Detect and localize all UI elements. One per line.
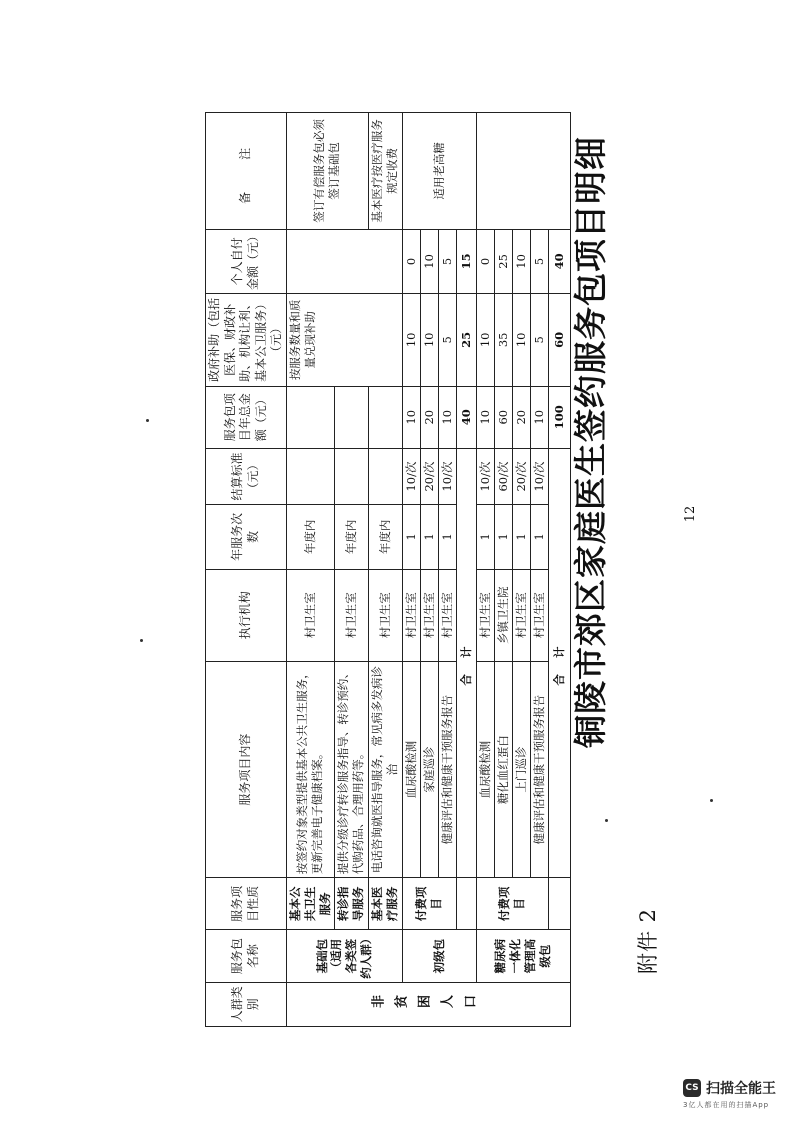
subtotal-total: 100 [548, 386, 570, 448]
scan-speck [146, 419, 149, 422]
self-pay-cell: 5 [438, 229, 456, 293]
nature-cell: 基本医疗服务 [368, 878, 402, 930]
times-cell: 年度内 [286, 505, 334, 569]
times-cell: 年度内 [334, 505, 368, 569]
header-subsidy: 政府补助（包括医保、财政补助、机构让利、基本公卫服务）（元） [206, 294, 287, 387]
self-pay-cell: 10 [420, 229, 438, 293]
total-cell: 10 [438, 386, 456, 448]
header-times: 年服务次数 [206, 505, 287, 569]
self-pay-cell: 0 [402, 229, 420, 293]
agency-cell: 村卫生室 [512, 569, 530, 662]
total-cell: 60 [494, 386, 512, 448]
nature-cell: 付费项目 [476, 878, 548, 930]
total-cell: 10 [402, 386, 420, 448]
total-cell [334, 386, 368, 448]
scan-speck [605, 819, 608, 822]
subsidy-cell: 5 [530, 294, 548, 387]
nature-cell [456, 878, 476, 930]
subtotal-subsidy: 60 [548, 294, 570, 387]
subsidy-cell: 按服务数量和质量兑现补助 [286, 294, 402, 387]
subtotal-row [456, 113, 476, 1027]
self-pay-cell: 25 [494, 229, 512, 293]
content-cell: 血尿酸检测 [402, 662, 420, 878]
self-pay-cell: 10 [512, 229, 530, 293]
agency-cell: 村卫生室 [530, 569, 548, 662]
price-cell [368, 448, 402, 504]
total-cell: 10 [476, 386, 494, 448]
header-content: 服务项目内容 [206, 662, 287, 878]
content-cell: 提供分级诊疗转诊服务指导、转诊预约、代购药品、合理用药等。 [334, 662, 368, 878]
agency-cell: 乡镇卫生院 [494, 569, 512, 662]
price-cell [334, 448, 368, 504]
content-cell: 电话咨询就医指导服务，常见病多发病诊治 [368, 662, 402, 878]
remark-cell: 签订有偿服务包必须签订基础包 [286, 113, 368, 230]
header-crowd: 人群类别 [206, 982, 287, 1026]
content-cell: 按签约对象类型提供基本公共卫生服务，更新完善电子健康档案。 [286, 662, 334, 878]
crowd-label: 非贫困人口 [286, 982, 570, 1026]
nature-cell: 基本公共卫生服务 [286, 878, 334, 930]
agency-cell: 村卫生室 [402, 569, 420, 662]
header-row [206, 113, 287, 1027]
subsidy-cell: 10 [420, 294, 438, 387]
price-cell: 10/次 [402, 448, 420, 504]
scan-speck [140, 639, 143, 642]
agency-cell: 村卫生室 [476, 569, 494, 662]
subtotal-label: 合 计 [548, 448, 570, 877]
price-cell: 20/次 [420, 448, 438, 504]
content-cell: 家庭巡诊 [420, 662, 438, 878]
scan-speck [710, 799, 713, 802]
total-cell [286, 386, 334, 448]
times-cell: 1 [494, 505, 512, 569]
subsidy-cell: 10 [512, 294, 530, 387]
agency-cell: 村卫生室 [286, 569, 334, 662]
times-cell: 1 [420, 505, 438, 569]
times-cell: 1 [530, 505, 548, 569]
price-cell: 10/次 [438, 448, 456, 504]
price-cell [286, 448, 334, 504]
header-price: 结算标准（元） [206, 448, 287, 504]
content-cell: 健康评估和健康干预服务报告 [438, 662, 456, 878]
subtotal-label: 合 计 [456, 448, 476, 877]
subsidy-cell: 5 [438, 294, 456, 387]
times-cell: 1 [512, 505, 530, 569]
remark-cell: 适用老高糖 [402, 113, 476, 230]
price-cell: 10/次 [530, 448, 548, 504]
diabetes-package-name: 糖尿病一体化管理高级包 [476, 930, 570, 982]
price-cell: 10/次 [476, 448, 494, 504]
scanner-watermark [683, 1078, 776, 1098]
nature-cell [548, 878, 570, 930]
header-agency: 执行机构 [206, 569, 287, 662]
total-cell: 20 [420, 386, 438, 448]
document-title: 铜陵市郊区家庭医生签约服务包项目明细 [571, 136, 610, 748]
subtotal-self-pay: 40 [548, 229, 570, 293]
self-pay-cell [286, 229, 402, 293]
self-pay-cell: 5 [530, 229, 548, 293]
price-cell: 20/次 [512, 448, 530, 504]
table-row [286, 113, 334, 1027]
subtotal-row [548, 113, 570, 1027]
times-cell: 1 [476, 505, 494, 569]
content-cell: 健康评估和健康干预服务报告 [530, 662, 548, 878]
times-cell: 年度内 [368, 505, 402, 569]
table-row [402, 113, 420, 1027]
total-cell: 10 [530, 386, 548, 448]
scanner-app-name: 扫描全能王 [706, 1081, 776, 1097]
header-total: 服务包项目年总金额（元） [206, 386, 287, 448]
table-row [476, 113, 494, 1027]
agency-cell: 村卫生室 [368, 569, 402, 662]
scanner-tagline: 3亿人都在用的扫描App [683, 1101, 770, 1109]
basic-package-name: 基础包（适用各类签约人群） [286, 930, 402, 982]
remark-cell: 基本医疗按医疗服务规定收费 [368, 113, 402, 230]
agency-cell: 村卫生室 [420, 569, 438, 662]
total-cell: 20 [512, 386, 530, 448]
remark-cell [476, 113, 570, 230]
content-cell: 上门巡诊 [512, 662, 530, 878]
header-remark: 备 注 [206, 113, 287, 230]
nature-cell: 转诊指导服务 [334, 878, 368, 930]
header-package: 服务包名称 [206, 930, 287, 982]
subsidy-cell: 10 [476, 294, 494, 387]
total-cell [368, 386, 402, 448]
content-cell: 血尿酸检测 [476, 662, 494, 878]
self-pay-cell: 0 [476, 229, 494, 293]
price-cell: 60/次 [494, 448, 512, 504]
service-package-table [205, 112, 571, 1027]
scanner-logo-icon: CS [683, 1079, 701, 1097]
subtotal-total: 40 [456, 386, 476, 448]
page-number: 12 [683, 505, 698, 523]
subsidy-cell: 35 [494, 294, 512, 387]
agency-cell: 村卫生室 [334, 569, 368, 662]
subsidy-cell: 10 [402, 294, 420, 387]
agency-cell: 村卫生室 [438, 569, 456, 662]
content-cell: 糖化血红蛋白 [494, 662, 512, 878]
attachment-label: 附件 2 [636, 907, 660, 974]
times-cell: 1 [438, 505, 456, 569]
subtotal-self-pay: 15 [456, 229, 476, 293]
subtotal-subsidy: 25 [456, 294, 476, 387]
header-nature: 服务项目性质 [206, 878, 287, 930]
nature-cell: 付费项目 [402, 878, 456, 930]
times-cell: 1 [402, 505, 420, 569]
header-self-pay: 个人自付金额（元） [206, 229, 287, 293]
primary-package-name: 初级包 [402, 930, 476, 982]
